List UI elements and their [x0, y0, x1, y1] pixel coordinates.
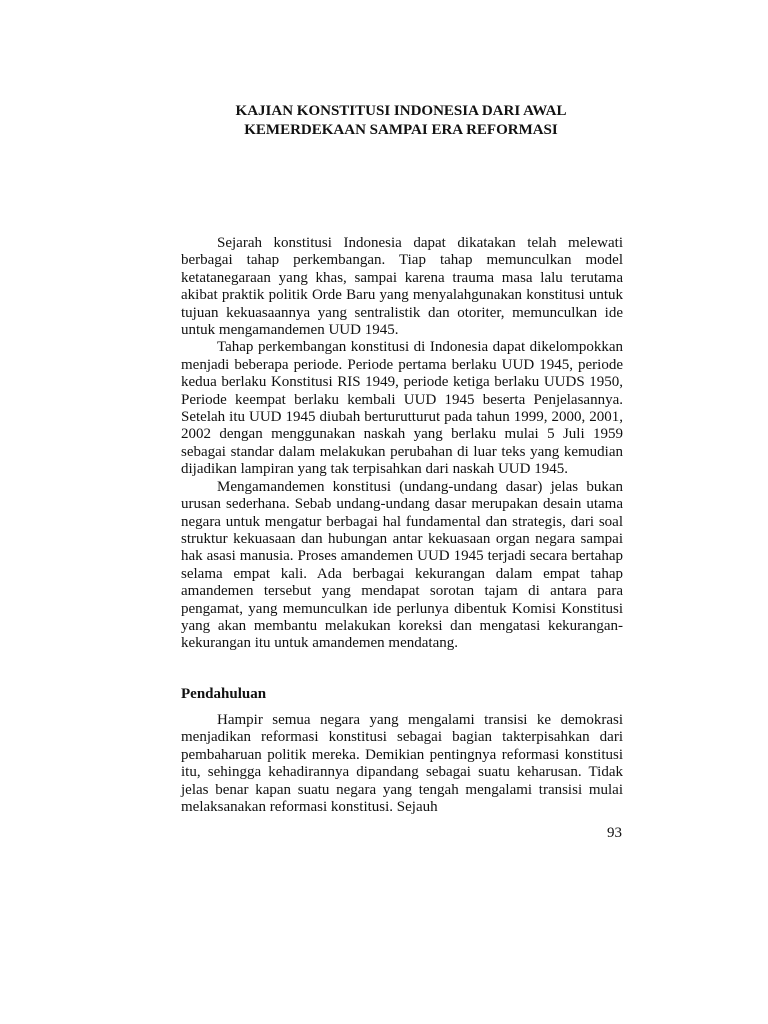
page-number: 93 — [607, 825, 622, 841]
section-paragraph-1: Hampir semua negara yang mengalami transisi ke demokrasi menjadikan reformasi konstitusi sebagai bagian takterpisahkan dari pembaharuan politik mereka. Demikian pentingnya reformasi konstitusi itu, sehingga kehadirannya dipandang sebagai suatu keharusan. Tidak jelas benar kapan suatu negara yang tengah mengalami transisi mulai melaksanakan reformasi konstitusi. Sejauh — [181, 712, 623, 816]
title-line-2: KEMERDEKAAN SAMPAI ERA REFORMASI — [244, 122, 558, 138]
section-body — [181, 712, 623, 816]
intro-paragraph-1: Sejarah konstitusi Indonesia dapat dikatakan telah melewati berbagai tahap perkembangan. Tiap tahap memunculkan model ketatanegaraan yang khas, sampai karena trauma masa lalu terutama akibat praktik politik Orde Baru yang menyalahgunakan konstitusi untuk tujuan kekuasaannya yang sentralistik dan otoriter, memunculkan ide untuk mengamandemen UUD 1945. — [181, 235, 623, 339]
document-title — [180, 102, 622, 140]
intro-body — [181, 235, 623, 653]
title-line-1: KAJIAN KONSTITUSI INDONESIA DARI AWAL — [235, 103, 567, 119]
intro-paragraph-3: Mengamandemen konstitusi (undang-undang dasar) jelas bukan urusan sederhana. Sebab undang-undang dasar merupakan desain utama negara untuk mengatur berbagai hal fundamental dan strategis, dari soal struktur kekuasaan dan hubungan antar kekuasaan organ negara sampai hak asasi manusia. Proses amandemen UUD 1945 terjadi secara bertahap selama empat kali. Ada berbagai kekurangan dalam empat tahap amandemen tersebut yang mendapat sorotan tajam di antara para pengamat, yang memunculkan ide perlunya dibentuk Komisi Konstitusi yang akan membantu melakukan koreksi dan mengatasi kekurangan-kekurangan itu untuk amandemen mendatang. — [181, 478, 623, 652]
section-heading: Pendahuluan — [181, 686, 267, 702]
intro-paragraph-2: Tahap perkembangan konstitusi di Indonesia dapat dikelompokkan menjadi beberapa periode. Periode pertama berlaku UUD 1945, periode kedua berlaku Konstitusi RIS 1949, periode ketiga berlaku UUDS 1950, Periode keempat berlaku kembali UUD 1945 beserta Penjelasannya. Setelah itu UUD 1945 diubah berturutturut pada tahun 1999, 2000, 2001, 2002 dengan menggunakan naskah yang berlaku mulai 5 Juli 1959 sebagai standar dalam melakukan perubahan di luar teks yang kemudian dijadikan lampiran yang tak terpisahkan dari naskah UUD 1945. — [181, 339, 623, 478]
